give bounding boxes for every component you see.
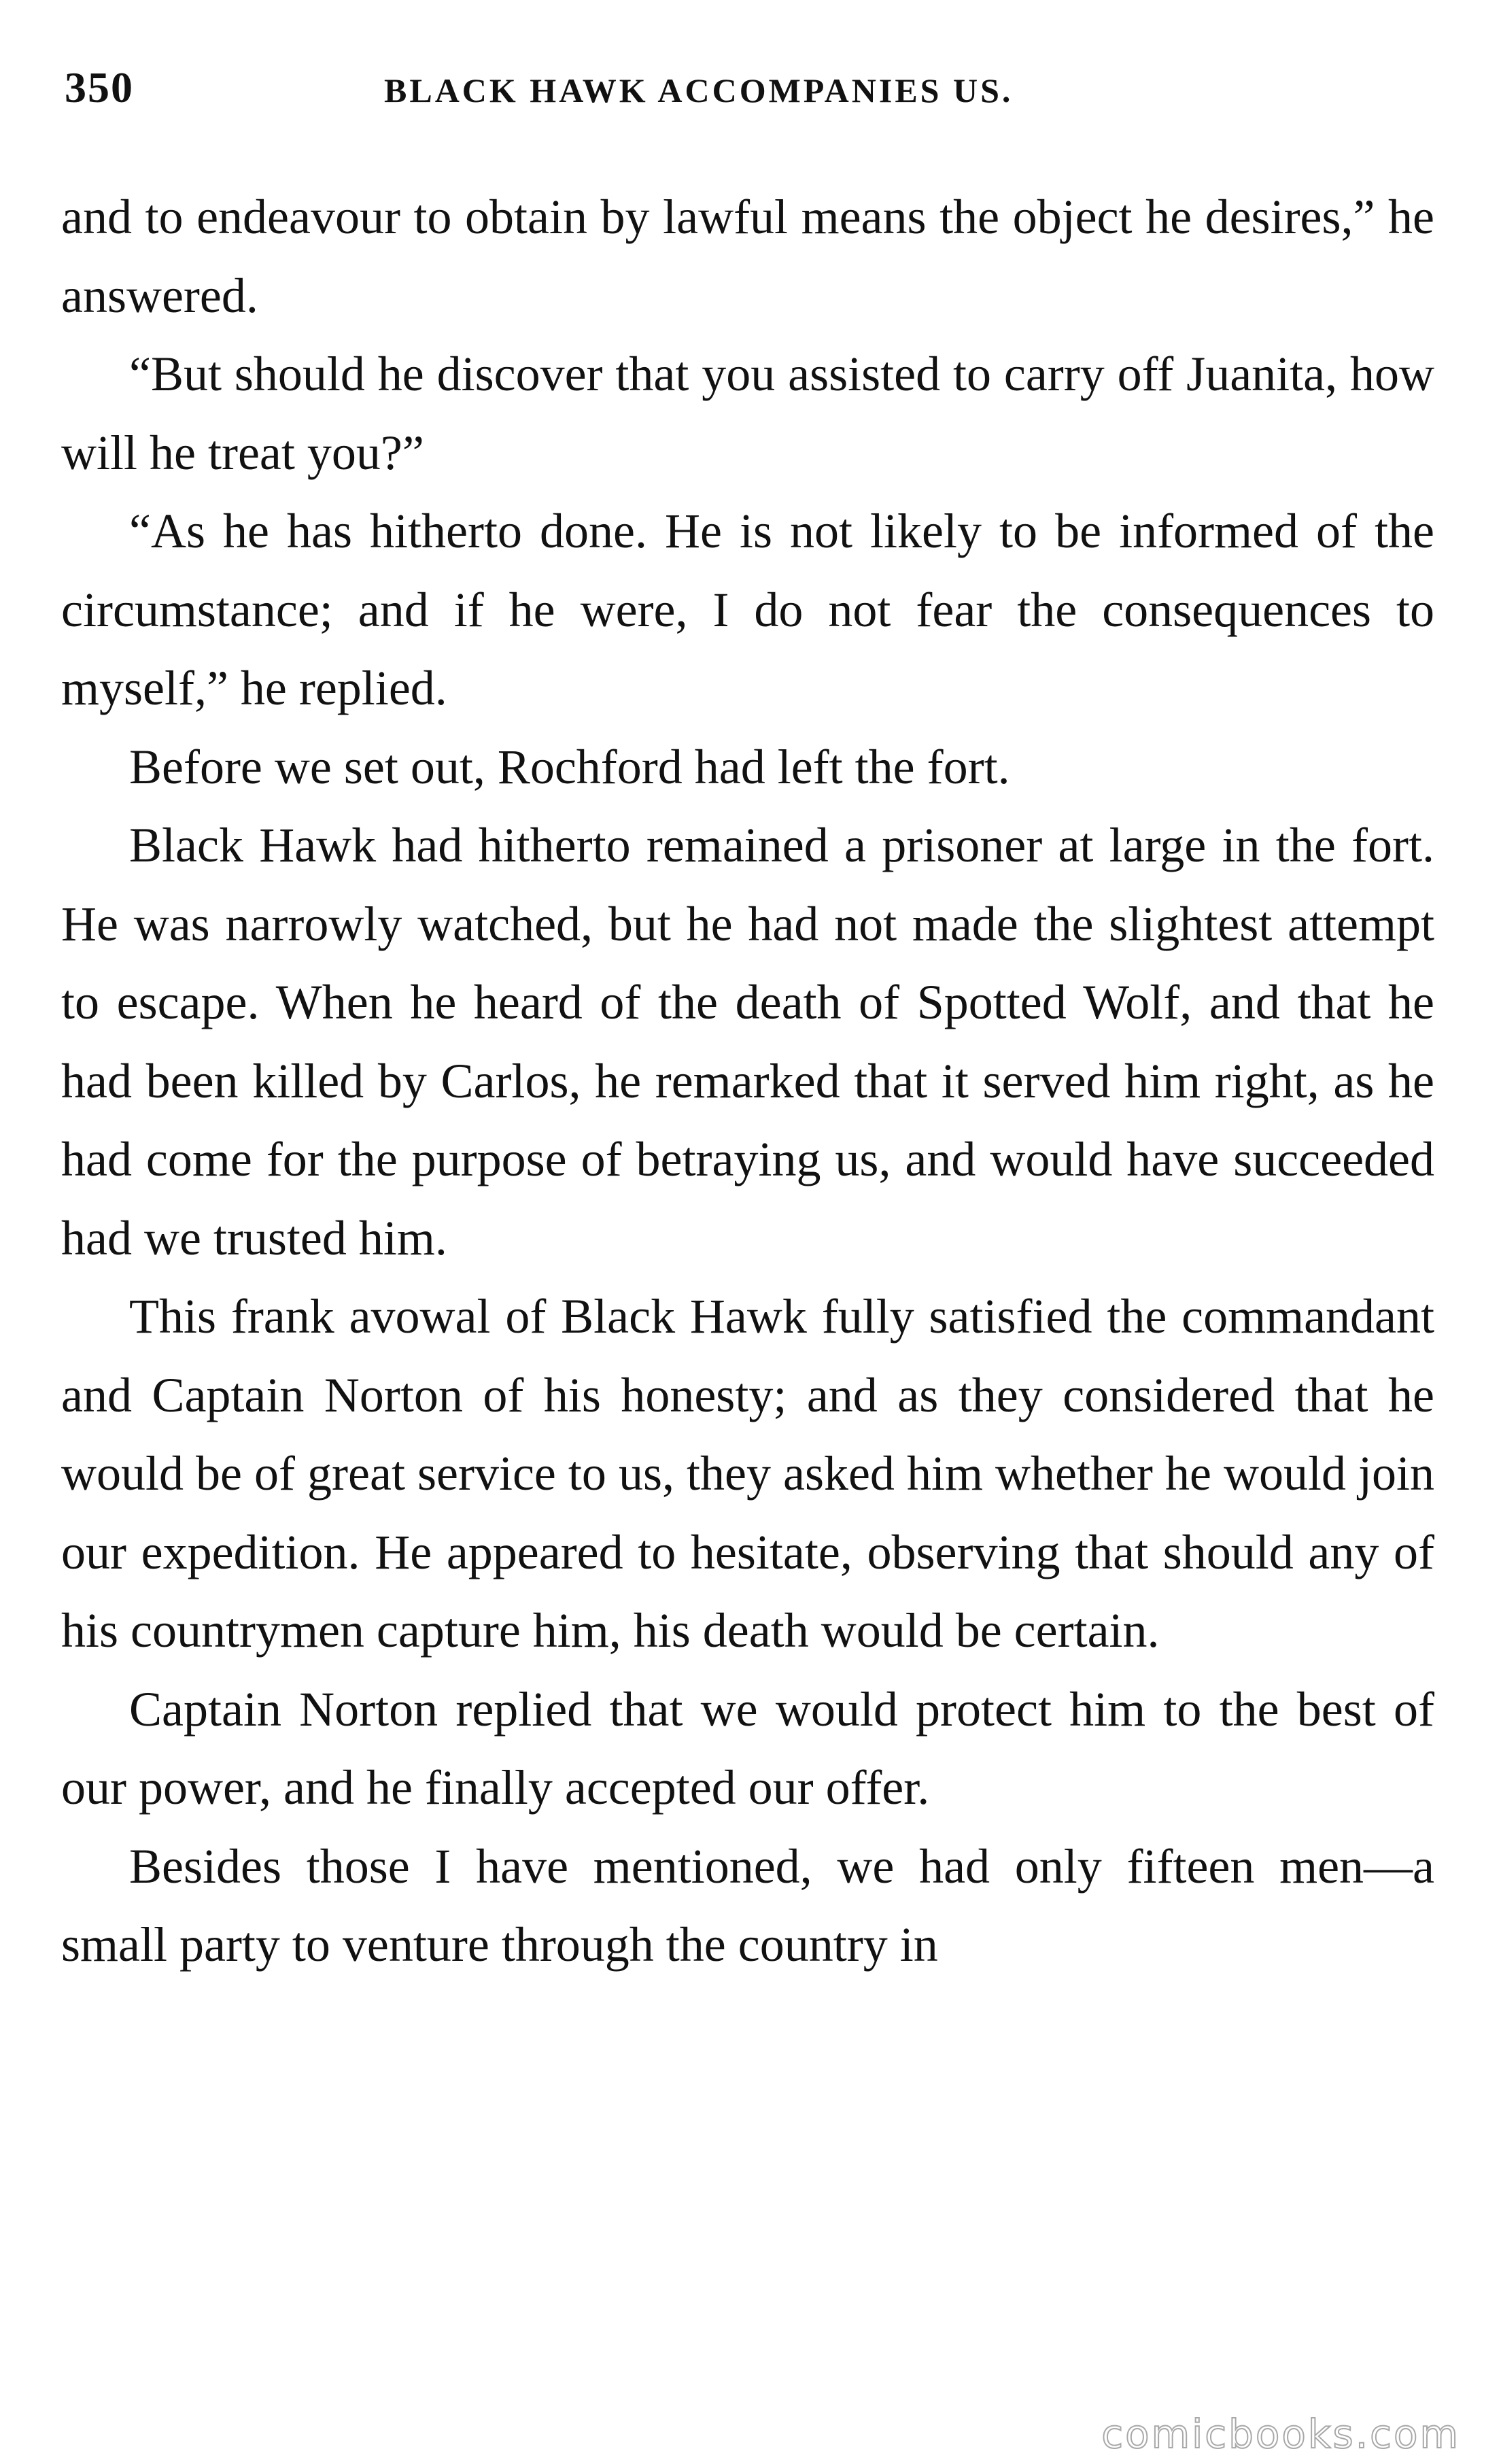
- paragraph: Captain Norton replied that we would protect him to the best of our power, and he finally accepted our offer.: [61, 1681, 1434, 1815]
- paragraph: This frank avowal of Black Hawk fully satisfied the commandant and Captain Norton of his honesty; and as they considered that he would be of great service to us, they asked him whether he would join our expedition. He appeared to hesitate, observing that should any of his countrymen capture him, his death would be certain.: [61, 1289, 1434, 1658]
- page-number: 350: [65, 63, 134, 112]
- running-head: BLACK HAWK ACCOMPANIES US.: [384, 71, 1014, 109]
- page-header: [65, 63, 1411, 117]
- paragraph: “But should he discover that you assisted to carry off Juanita, how will he treat you?”: [61, 347, 1434, 480]
- watermark: comicbooks.com: [1101, 2411, 1460, 2457]
- paragraph: Before we set out, Rochford had left the fort.: [129, 739, 1010, 794]
- paragraph: and to endeavour to obtain by lawful means the object he desires,” he answered.: [61, 190, 1434, 323]
- body-text: [61, 178, 1434, 1985]
- paragraph: Black Hawk had hitherto remained a prisoner at large in the fort. He was narrowly watched, but he had not made the slightest attempt to escape. When he heard of the death of Spotted Wolf, and that he had been killed by Carlos, he remarked that it served him right, as he had come for the purpose of betraying us, and would have succeeded had we trusted him.: [61, 818, 1434, 1265]
- paragraph: Besides those I have mentioned, we had only fifteen men—a small party to venture through the country in: [61, 1838, 1434, 1972]
- paragraph: “As he has hitherto done. He is not likely to be informed of the circumstance; and if he were, I do not fear the consequences to myself,” he replied.: [61, 504, 1434, 715]
